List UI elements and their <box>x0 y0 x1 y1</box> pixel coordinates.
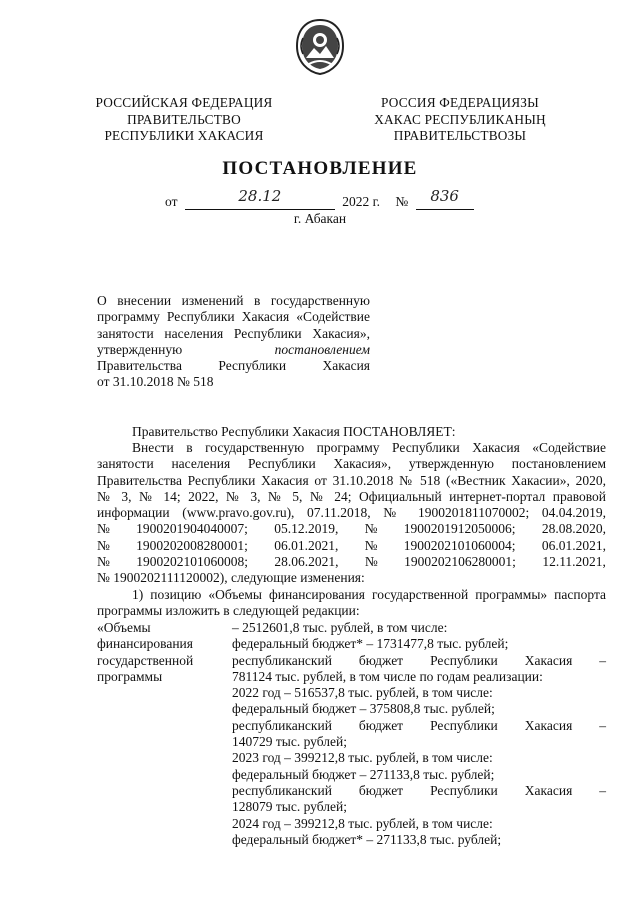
subject-block: О внесении изменений в государственную программу Республики Хакасия «Содействие занятости населения Республики Хакасия», утвержденную постановлением Правительства Республики Хакасия от 31.10.2018 № 518 <box>97 293 370 390</box>
coat-of-arms-emblem <box>294 18 346 76</box>
city: г. Абакан <box>293 211 347 226</box>
date-field: 28.12 <box>185 194 335 210</box>
paragraph-1: Внести в государственную программу Республики Хакасия «Содействие занятости населения Республики Хакасия», утвержденную постановлением Правительства Республики Хакасия от 31.10.2018 № 518 («Вестник Хакасии», 2020, № 3, № 14; 2022, № 3, № 5, № 24; Официальный интернет-портал правовой информации (www.pravo.gov.ru), 07.11.2018, № 1900201811070002; 04.04.2019, № 1900201904040007; 05.12.2019, № 1900201912050006; 28.08.2020, № 1900202008280001; 06.01.2021, № 1900202101060004; 06.01.2021, № 1900202101060008; 28.06.2021, № 1900202106280001; 12.11.2021, № 1900202111120002), следующие изменения: 1) позицию «Объемы финансирования государственной программы» паспорта программы изложить в следующей редакции: <box>97 440 606 618</box>
table-label: «Объемы финансирования государственной программы <box>97 620 194 684</box>
ref-row: № 1900202008280001; 06.01.2021, № 1900202101060004; 06.01.2021, <box>97 537 606 553</box>
number-field: 836 <box>416 194 474 210</box>
ref-row: № 1900202101060008; 28.06.2021, № 1900202106280001; 12.11.2021, <box>97 554 606 570</box>
table-content: – 2512601,8 тыс. рублей, в том числе: федеральный бюджет* – 1731477,8 тыс. рублей; республиканский бюджет Республики Хакасия – 781124 тыс. рублей, в том числе по годам реализации: 2022 год – 516537,8 тыс. рублей, в том числе: федеральный бюджет – 375808,8 тыс. рублей; республиканский бюджет Республики Хакасия – 140729 тыс. рублей; 2023 год – 399212,8 тыс. рублей, в том числе: федеральный бюджет – 271133,8 тыс. рублей; республиканский бюджет Республики Хакасия – 128079 тыс. рублей; 2024 год – 399212,8 тыс. рублей, в том числе: федеральный бюджет* – 271133,8 тыс. рублей; <box>232 620 606 847</box>
header-left: РОССИЙСКАЯ ФЕДЕРАЦИЯ ПРАВИТЕЛЬСТВО РЕСПУБЛИКИ ХАКАСИЯ <box>95 95 273 143</box>
document-title: ПОСТАНОВЛЕНИЕ <box>222 158 418 179</box>
header-right: РОССИЯ ФЕДЕРАЦИЯЗЫ ХАКАС РЕСПУБЛИКАНЫҢ ПРАВИТЕЛЬСТВОЗЫ <box>374 95 546 143</box>
decree-line: Правительство Республики Хакасия ПОСТАНОВЛЯЕТ: <box>132 424 456 439</box>
date-number-line: от 28.12 2022 г. № 836 <box>165 194 474 210</box>
ref-row: № 1900201904040007; 05.12.2019, № 1900201912050006; 28.08.2020, <box>97 521 606 537</box>
